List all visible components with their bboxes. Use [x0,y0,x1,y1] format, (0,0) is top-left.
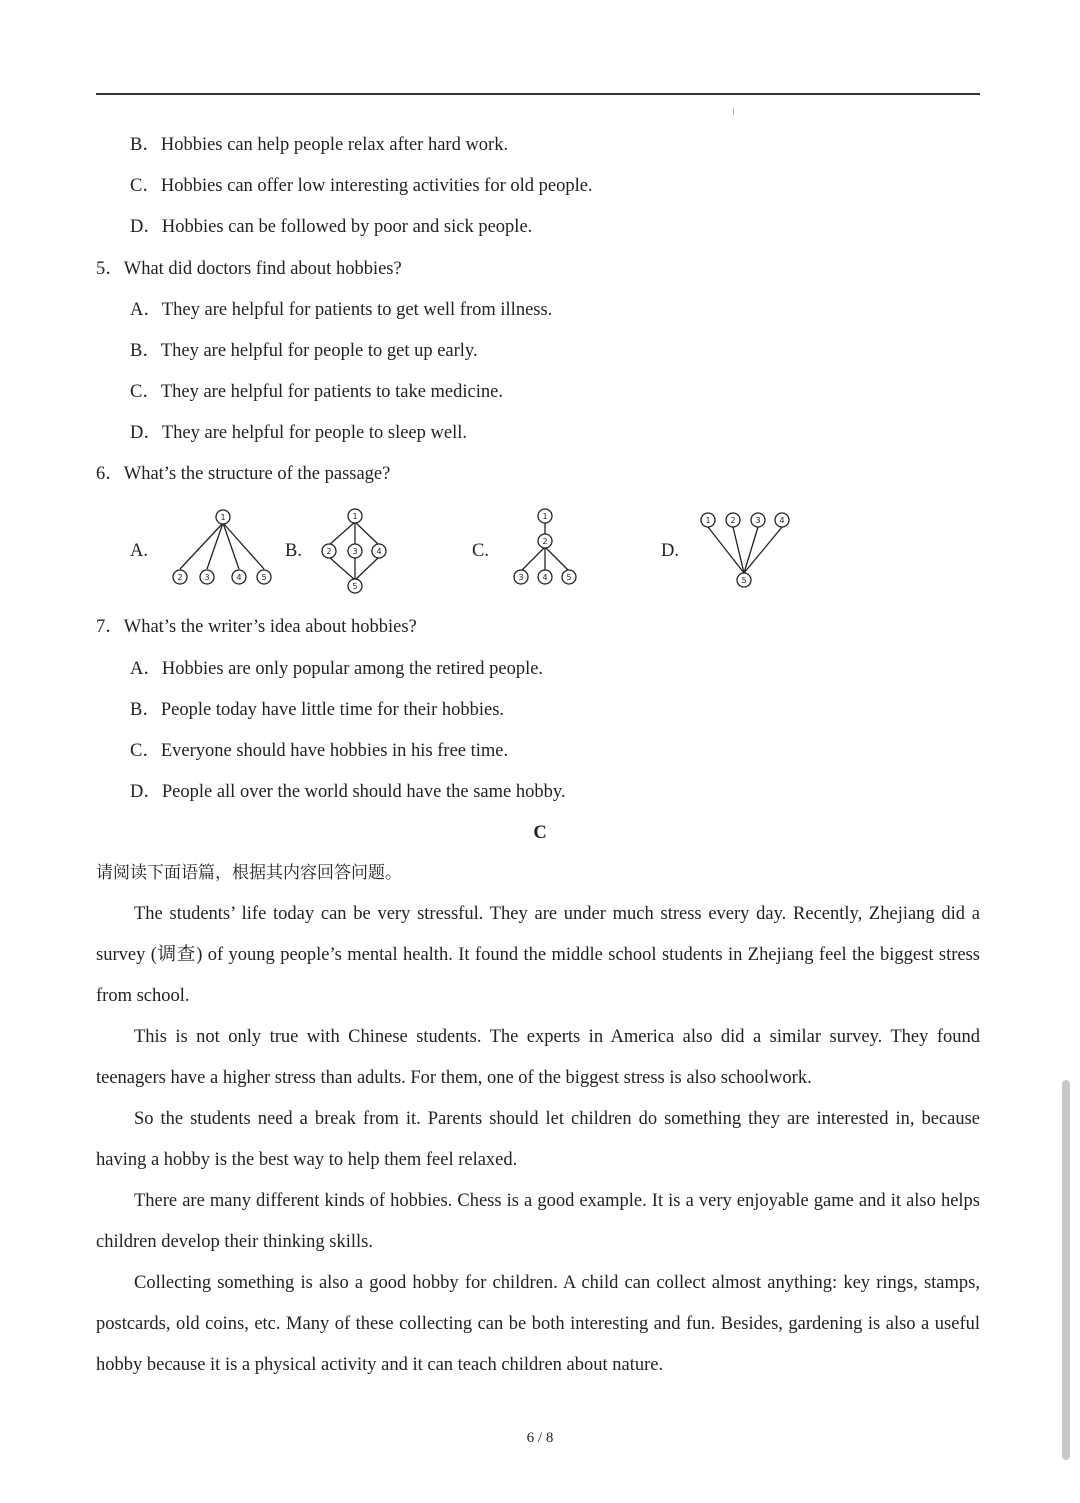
diagram-a-num-4: 4 [236,573,242,582]
diagram-c[interactable] [506,505,586,595]
diagram-c-num-2: 2 [542,537,548,546]
scrollbar-thumb[interactable] [1062,1080,1070,1460]
header-rule [96,93,980,95]
diagram-b-label[interactable]: B. [285,541,302,561]
diagram-c-num-4: 4 [542,573,548,582]
diagram-d-num-5: 5 [741,576,747,585]
diagram-b-num-2: 2 [326,547,332,556]
q4-option-c[interactable]: C．Hobbies can offer low interesting activities for old people. [130,176,593,196]
diagram-d-num-2: 2 [730,516,736,525]
diagram-a-num-2: 2 [177,573,183,582]
q6-stem: 6．What’s the structure of the passage? [96,464,391,484]
diagram-a-label[interactable]: A. [130,541,148,561]
diagram-c-num-1: 1 [542,512,548,521]
diagram-d-label[interactable]: D. [661,541,679,561]
diagram-a-num-5: 5 [261,573,267,582]
diagram-c-num-5: 5 [566,573,572,582]
passage-paragraph-3: So the students need a break from it. Parents should let children do something they are interested in, because having a hobby is the best way to help them feel relaxed. [96,1109,980,1170]
diagram-a[interactable] [166,505,278,595]
q4-option-d[interactable]: D．Hobbies can be followed by poor and sick people. [130,217,533,237]
diagram-a-num-3: 3 [204,573,210,582]
q4-option-b[interactable]: B．Hobbies can help people relax after hard work. [130,135,509,155]
diagram-b-num-1: 1 [352,512,358,521]
q7-option-c[interactable]: C．Everyone should have hobbies in his free time. [130,741,509,761]
q5-option-d[interactable]: D．They are helpful for people to sleep well. [130,423,467,443]
diagram-b-num-4: 4 [376,547,382,556]
q5-option-b[interactable]: B．They are helpful for people to get up early. [130,341,478,361]
passage-paragraph-1: The students’ life today can be very stressful. They are under much stress every day. Recently, Zhejiang did a survey (调查) of young people’s mental health. It found the middle school students in Zhejiang feel the biggest stress from school. [96,904,980,1006]
diagram-d-num-4: 4 [779,516,785,525]
q7-stem: 7．What’s the writer’s idea about hobbies? [96,617,417,637]
q5-option-a[interactable]: A．They are helpful for patients to get well from illness. [130,300,553,320]
diagram-c-label[interactable]: C. [472,541,489,561]
structure-diagrams [96,505,980,600]
section-c-instruction: 请阅读下面语篇，根据其内容回答问题。 [96,863,402,883]
diagram-d-num-3: 3 [755,516,761,525]
diagram-b-num-5: 5 [352,582,358,591]
passage-paragraph-4: There are many different kinds of hobbies. Chess is a good example. It is a very enjoyable game and it also helps children develop their thinking skills. [96,1191,980,1252]
q7-option-d[interactable]: D．People all over the world should have the same hobby. [130,782,566,802]
q7-option-a[interactable]: A．Hobbies are only popular among the retired people. [130,659,544,679]
q7-option-b[interactable]: B．People today have little time for their hobbies. [130,700,505,720]
q5-stem: 5．What did doctors find about hobbies? [96,259,402,279]
diagram-b-num-3: 3 [352,547,358,556]
passage-paragraph-5: Collecting something is also a good hobby for children. A child can collect almost anything: key rings, stamps, postcards, old coins, etc. Many of these collecting can be both interesting and fun. Besides, gardening is also a useful hobby because it is a physical activity and it can teach children about nature. [96,1273,980,1375]
diagram-a-num-1: 1 [220,513,226,522]
passage-paragraph-2: This is not only true with Chinese students. The experts in America also did a similar survey. They found teenagers have a higher stress than adults. For them, one of the biggest stress is also schoolwork. [96,1027,980,1088]
diagram-d[interactable] [696,505,794,595]
diagram-c-num-3: 3 [518,573,524,582]
diagram-d-num-1: 1 [705,516,711,525]
scan-mark [733,108,734,115]
diagram-b[interactable] [318,505,396,595]
page-number: 6 / 8 [526,1430,554,1446]
section-c-heading: C [533,823,547,843]
q5-option-c[interactable]: C．They are helpful for patients to take medicine. [130,382,503,402]
